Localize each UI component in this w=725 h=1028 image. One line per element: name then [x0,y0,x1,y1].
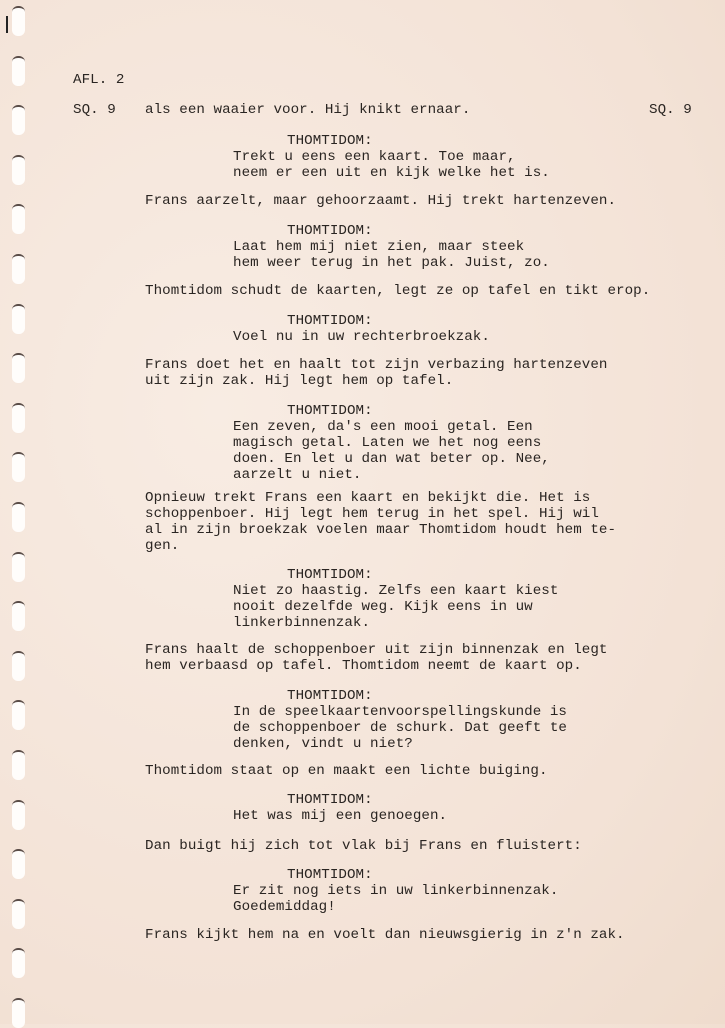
action-line: uit zijn zak. Hij legt hem op tafel. [145,373,454,389]
character-name: THOMTIDOM: [287,792,373,808]
dialogue-line: Trekt u eens een kaart. Toe maar, [233,149,516,165]
dialogue-line: doen. En let u dan wat beter op. Nee, [233,451,550,467]
binder-hole [12,254,25,284]
binder-hole [12,601,25,631]
binder-hole [12,204,25,234]
episode-label: AFL. 2 [73,72,125,88]
binder-hole [12,452,25,482]
dialogue-line: Voel nu in uw rechterbroekzak. [233,329,490,345]
action-line: Dan buigt hij zich tot vlak bij Frans en fluistert: [145,838,582,854]
action-line: Frans doet het en haalt tot zijn verbazing hartenzeven [145,357,608,373]
character-name: THOMTIDOM: [287,567,373,583]
binder-hole [12,948,25,978]
scene-number-left: SQ. 9 [73,102,116,118]
action-line: Frans haalt de schoppenboer uit zijn binnenzak en legt [145,642,608,658]
binder-hole [12,56,25,86]
binder-hole [12,700,25,730]
action-line: als een waaier voor. Hij knikt ernaar. [145,102,471,118]
action-line: Thomtidom schudt de kaarten, legt ze op tafel en tikt erop. [145,283,651,299]
binder-hole [12,750,25,780]
character-name: THOMTIDOM: [287,313,373,329]
binder-hole [12,353,25,383]
binder-hole [12,899,25,929]
dialogue-line: Het was mij een genoegen. [233,808,448,824]
dialogue-line: Een zeven, da's een mooi getal. Een [233,419,533,435]
dialogue-line: magisch getal. Laten we het nog eens [233,435,542,451]
binder-hole [12,403,25,433]
binder-hole [12,502,25,532]
dialogue-line: aarzelt u niet. [233,467,362,483]
dialogue-line: Niet zo haastig. Zelfs een kaart kiest [233,583,559,599]
binder-hole [12,304,25,334]
dialogue-line: hem weer terug in het pak. Juist, zo. [233,255,550,271]
dialogue-line: denken, vindt u niet? [233,736,413,752]
scene-number-right: SQ. 9 [649,102,692,118]
binder-hole [12,849,25,879]
binder-hole [12,651,25,681]
character-name: THOMTIDOM: [287,688,373,704]
dialogue-line: Laat hem mij niet zien, maar steek [233,239,525,255]
binder-holes [12,0,32,1024]
binder-hole [12,155,25,185]
dialogue-line: nooit dezelfde weg. Kijk eens in uw [233,599,533,615]
action-line: hem verbaasd op tafel. Thomtidom neemt de kaart op. [145,658,582,674]
character-name: THOMTIDOM: [287,867,373,883]
binder-hole [12,105,25,135]
action-line: Opnieuw trekt Frans een kaart en bekijkt die. Het is [145,490,591,506]
binder-hole [12,552,25,582]
dialogue-line: Goedemiddag! [233,899,336,915]
character-name: THOMTIDOM: [287,133,373,149]
character-name: THOMTIDOM: [287,403,373,419]
dialogue-line: Er zit nog iets in uw linkerbinnenzak. [233,883,559,899]
dialogue-line: neem er een uit en kijk welke het is. [233,165,550,181]
character-name: THOMTIDOM: [287,223,373,239]
action-line: Frans aarzelt, maar gehoorzaamt. Hij trekt hartenzeven. [145,193,617,209]
action-line: Thomtidom staat op en maakt een lichte buiging. [145,763,548,779]
action-line: schoppenboer. Hij legt hem terug in het spel. Hij wil [145,506,599,522]
binder-hole [12,6,25,36]
margin-mark [6,16,8,33]
dialogue-line: linkerbinnenzak. [233,615,371,631]
dialogue-line: de schoppenboer de schurk. Dat geeft te [233,720,567,736]
dialogue-line: In de speelkaartenvoorspellingskunde is [233,704,567,720]
action-line: al in zijn broekzak voelen maar Thomtidom houdt hem te- [145,522,617,538]
action-line: gen. [145,538,180,554]
binder-hole [12,800,25,830]
action-line: Frans kijkt hem na en voelt dan nieuwsgierig in z'n zak. [145,927,625,943]
